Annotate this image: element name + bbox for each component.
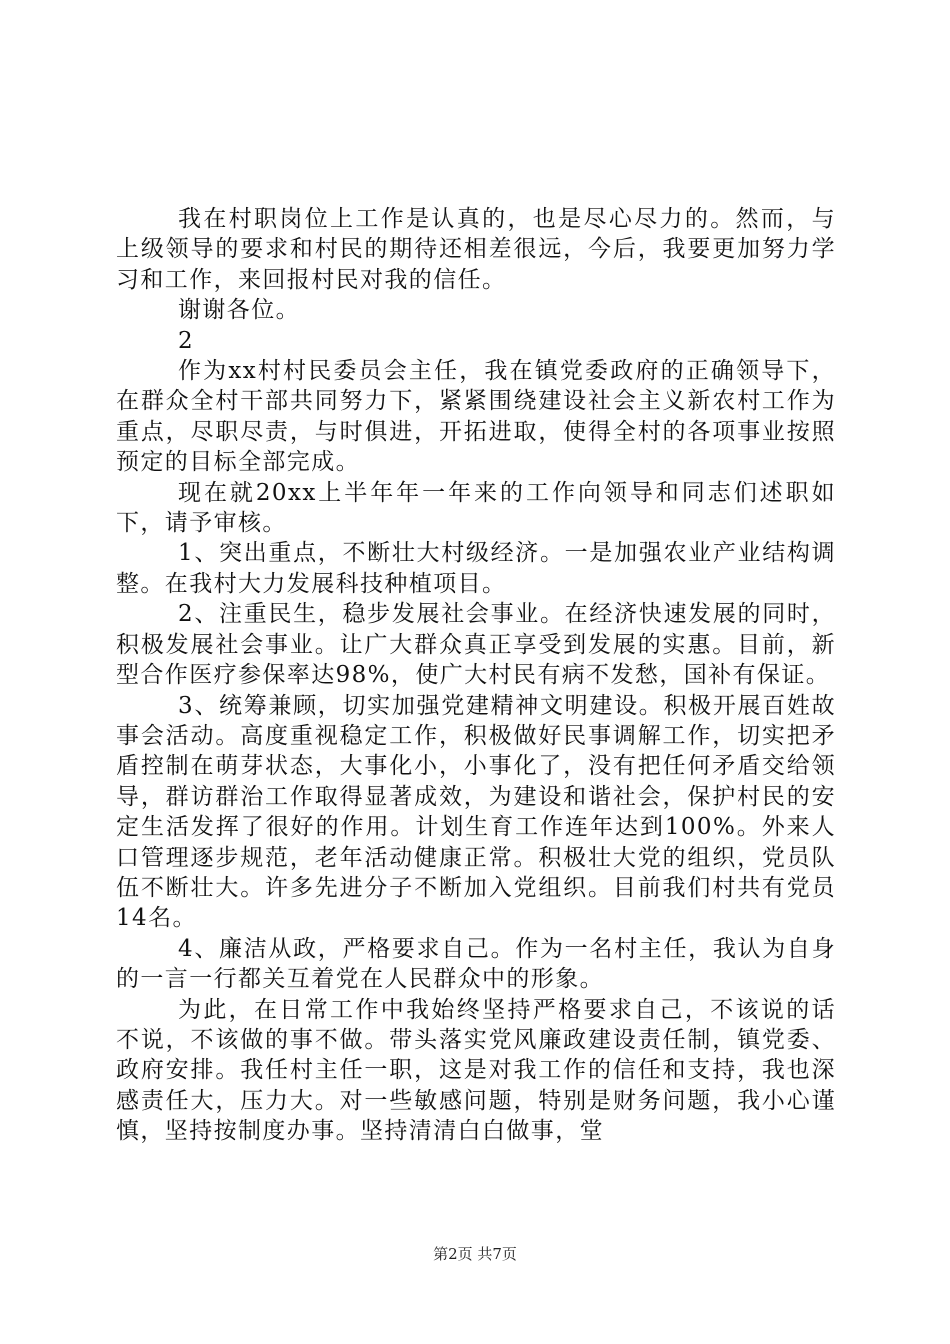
paragraph: 现在就20xx上半年年一年来的工作向领导和同志们述职如下，请予审核。 (116, 479, 836, 537)
paragraph: 1、突出重点，不断壮大村级经济。一是加强农业产业结构调整。在我村大力发展科技种植项目。 (116, 540, 836, 597)
paragraph: 4、廉洁从政，严格要求自己。作为一名村主任，我认为自身的一言一行都关互着党在人民群众中的形象。 (116, 935, 836, 993)
section-number: 2 (178, 327, 195, 354)
paragraph: 我在村职岗位上工作是认真的，也是尽心尽力的。然而，与上级领导的要求和村民的期待还相差很远，今后，我要更加努力学习和工作，来回报村民对我的信任。 (116, 206, 836, 293)
paragraph: 2、注重民生，稳步发展社会事业。在经济快速发展的同时，积极发展社会事业。让广大群众真正享受到发展的实惠。目前，新型合作医疗参保率达98%，使广大村民有病不发愁，国补有保证。 (116, 601, 836, 689)
paragraph: 为此，在日常工作中我始终坚持严格要求自己，不该说的话不说，不该做的事不做。带头落实党风廉政建设责任制，镇党委、政府安排。我任村主任一职，这是对我工作的信任和支持，我也深感责任大，压力大。对一些敏感问题，特别是财务问题，我小心谨慎，坚持按制度办事。坚持清清白白做事，堂 (116, 996, 836, 1145)
paragraph: 作为xx村村民委员会主任，我在镇党委政府的正确领导下，在群众全村干部共同努力下，紧紧围绕建设社会主义新农村工作为重点，尽职尽责，与时俱进，开拓进取，使得全村的各项事业按照预定的目标全部完成。 (116, 358, 836, 476)
paragraph: 谢谢各位。 (178, 297, 300, 324)
paragraph: 3、统筹兼顾，切实加强党建精神文明建设。积极开展百姓故事会活动。高度重视稳定工作，积极做好民事调解工作，切实把矛盾控制在萌芽状态，大事化小，小事化了，没有把任何矛盾交给领导，群访群治工作取得显著成效，为建设和谐社会，保护村民的安定生活发挥了很好的作用。计划生育工作连年达到100%。外来人口管理逐步规范，老年活动健康正常。积极壮大党的组织，党员队伍不断壮大。许多先进分子不断加入党组织。目前我们村共有党员14名。 (116, 692, 836, 932)
document-body (116, 204, 836, 1147)
page-footer: 第2页 共7页 (433, 1245, 517, 1263)
